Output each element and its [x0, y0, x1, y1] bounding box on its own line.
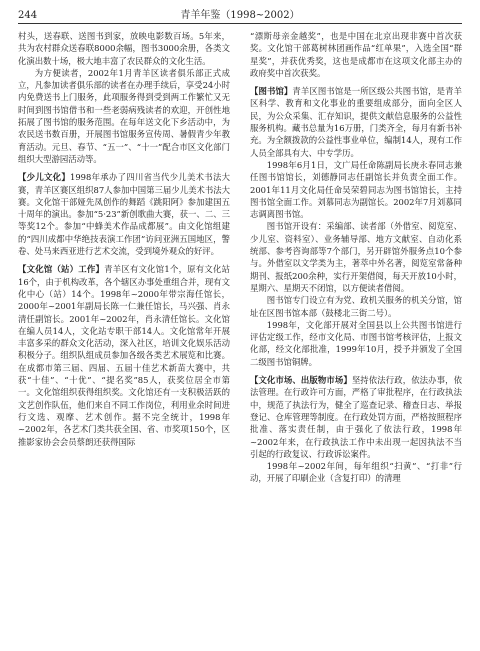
paragraph: 图书馆开设有：采编部、读者部（外借室、阅览室、少儿室、资料室）、业务辅导部、地方文献室、自动化系统部、参考咨询部等7个部门，另开辟馆外服务点10个参与。外借室以文学类为主，著萃中外名著，阅览室常备种期刊、报纸200余种，实行开架借阅，每天开放10小时，星期六、星期天不闭馆，以方便读者借阅。: [250, 221, 462, 293]
paragraph: 1998年~2002年间，每年组织“扫黄”、“打非”行动，开展了印刷企业（含复打印）的清理: [250, 461, 462, 484]
section-heading: 【图书馆】: [250, 86, 293, 97]
running-title: 青羊年鉴（1998~2002）: [180, 10, 300, 21]
section-library: [250, 85, 462, 159]
section-heading: 【少儿文化】: [18, 172, 71, 183]
section-text: 坚持依法行政，依法办事，依法管理。在行政许可方面，严格了审批程序，在行政执法中，规范了执法行为，健全了巡查记录、稽查日志、举报登记、仓库管理等制度。在行政处罚方面，严格按照程序批准、落实责任制，由于强化了依法行政，1998年~2002年来，在行政执法工作中未出现一起因执法不当引起的行政复议、行政诉讼案件。: [250, 375, 462, 459]
section-text: 1998年承办了四川省当代少儿美术书法大赛，青羊区赛区组织87人参加中国第三届少儿美术书法大赛。文化馆干部娅先凤创作的舞蹈《跳阳阿》参加建国五十周年的演出。参加“5·23”新创歌曲大赛，获一、二、三等奖12个。参加“中蜂美术作品成都展”。由文化馆组建的“四川成都中华绝技表演工作团”访问亚洲五国地区，警卷、处马来西亚进行艺术交流，受到境外观众的好评。: [18, 172, 231, 257]
paragraph: 1998年6月1日，文广局任命陈副局长庚永春同志兼任图书馆馆长，刘德静同志任副馆长并负责全面工作。2001年11月文化局任命吴荣碧同志为图书馆馆长，主持图书馆全面工作。刘慕同志为副馆长。2002年7月刘慕同志调离图书馆。: [250, 159, 462, 220]
right-column: [250, 30, 462, 485]
paragraph: “漂斯母亲金越奖”，也是中国在北京出现非赛中首次获奖。文化馆干部葛树林团画作品“红单果”，入选全国“群星奖”，并获优秀奖，这也是成都市在这项文化部主办的政府奖中首次获奖。: [250, 31, 462, 78]
paragraph: 村头，送春联、送图书到家，放映电影数百场。5年来，共为农村群众送春联8000余幅，图书3000余册，各类文化演出数十场，极大地丰富了农民群众的文化生活。: [18, 31, 230, 66]
section-cultural-centers: [18, 263, 230, 447]
page-number: 244: [18, 10, 38, 21]
paragraph: 图书馆专门设立有为党、政机关服务的机关分馆，馆址在区图书馆本部（鼓楼北三街二号）。: [250, 295, 462, 318]
section-children-culture: [18, 171, 230, 257]
section-text: 青羊区图书馆是一所区级公共图书馆，是青羊区科学、教育和文化事业的重要组成部分，面向全区人民，为公众采集、汇存知识，提供文献信息服务的公益性服务机构。藏书总量为16万册，门类齐全，每月有新书补充。为全额拨款的公益性事业单位，编制14人，现有工作人员全部具有大、中专学历。: [250, 86, 462, 158]
section-heading: 【文化馆（站）工作】: [18, 264, 105, 275]
running-header: [18, 6, 462, 24]
section-heading: 【文化市场、出版物市场】: [250, 375, 352, 386]
section-text: 青羊区有文化馆1个，原有文化站16个，由于机构改革，各个辖区办事处重组合并，现有文化中心（站）14个。1998年~2000年带宗海任馆长，2000年~2001年副局长陈一仁兼任馆长，马兴强、肖永清任副馆长。2001年~2002年，肖永清任馆长。文化馆在编人员14人，文化站专职干部14人。文化馆常年开展丰富多采的群众文化活动，深入社区，培训文化娱乐活动积极分子。组织队组成员参加各级各类艺术展览和比赛。在成都市第三届、四届、五届十佳艺术新苗大赛中，共获“十佳”、“十优”、“提名奖”85人，获奖位居全市第一。文化馆组织获得组织奖。文化馆还有一支积极活跃的文艺创作队伍，他们来自不同工作岗位，利用业余时间进行文选、观摩、艺术创作。据不完全统计，1998年~2002年，各艺术门类共获全国、省、市奖项150个，区推影家协会会员蔡朗还获得国际: [18, 264, 231, 447]
left-column: [18, 30, 230, 448]
paragraph: 1998年，文化部开展对全国县以上公共图书馆进行评估定级工作，经市文化局、市图书馆考核评估，上报文化部，经文化部批准，1999年10月，授予并颁发了全国二级图书馆铜牌。: [250, 319, 462, 367]
section-culture-market: [250, 374, 462, 460]
paragraph: 为方便读者，2002年1月青羊区读者俱乐部正式成立，凡参加读者俱乐部的读者在办理手续后，享受24小时内免费送书上门服务，此项服务得到受到两工作繁忙又无时间到图书馆借书和一些老弱病残读者的欢迎，开创性地拓展了图书馆的服务范围。在每年送文化下乡活动中，为农民送书数百册，开展图书馆服务宣传周、暑假青少年教育活动。元旦、春节、“五一”、“十一”配合市区文化部门组织大型游园活动等。: [18, 67, 230, 164]
